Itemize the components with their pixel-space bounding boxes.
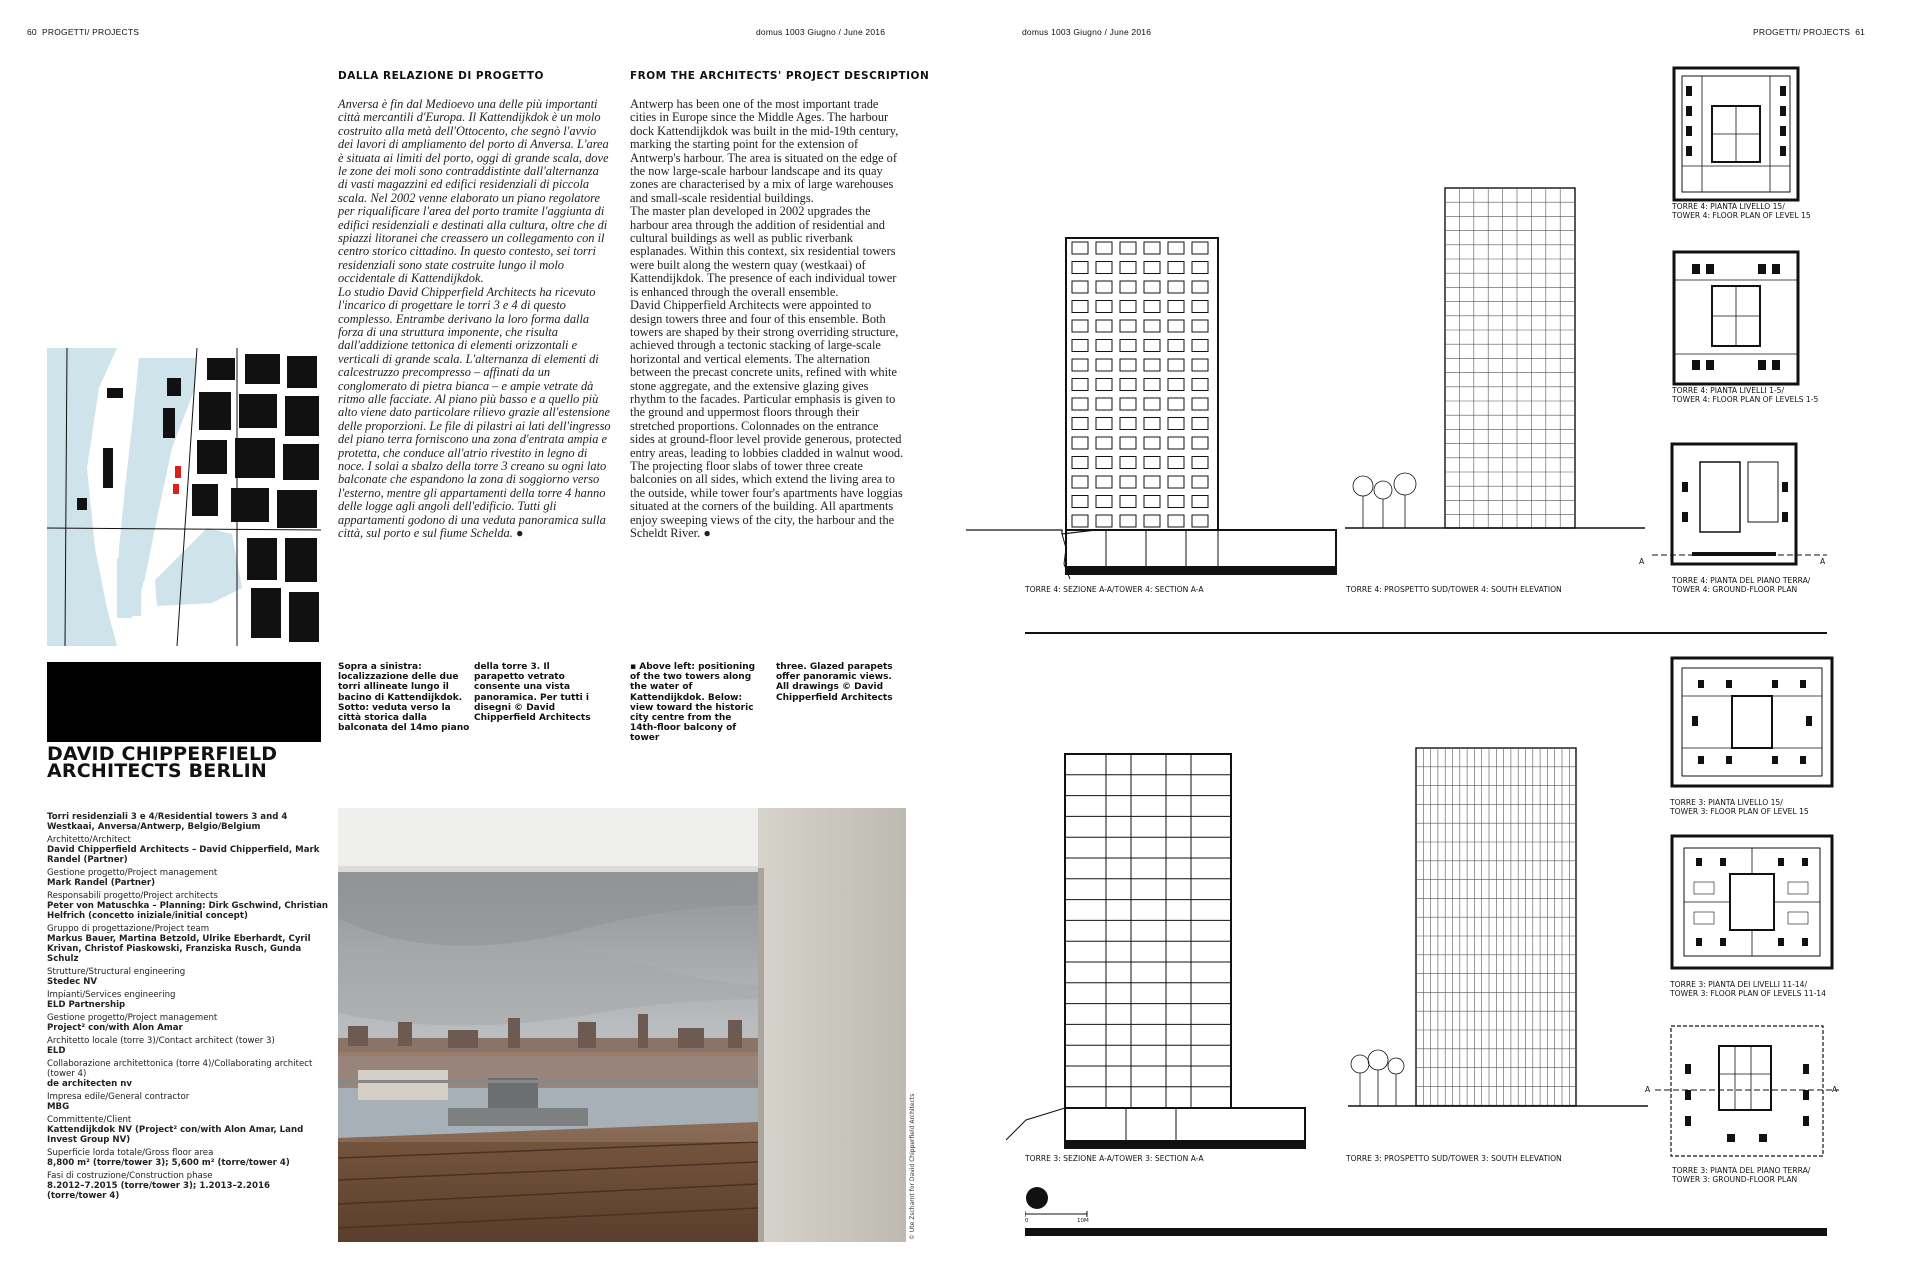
caption-italian-cont: della torre 3. Il parapetto vetrato consente una vista panoramica. Per tutti i disegni © David Chipperfield Architects	[474, 662, 591, 724]
italian-paragraph-2: Lo studio David Chipperfield Architects ha ricevuto l'incarico di progettare le torri 3 e 4 di questo complesso. Entrambe derivano la loro forma dalla forza di una struttura imponente, che risulta dall'addizione tettonica di elementi orizzontali e verticali di grande scala. L'alternanza di elementi di calcestruzzo precompresso – affinati da un conglomerato di pietra bianca – e ampie vetrate dà ritmo alle facciate. Al piano più basso e a quello più alto viene dato particolare rilievo grazie all'estensione delle proporzioni. Le file di pilastri ai lati dell'ingresso del piano terra forniscono una zona d'entrata ampia e protetta, che conduce all'atrio rivestito in legno di noce. I solai a sbalzo della torre 3 creano su ogni lato balconate che espandono la zona di soggiorno verso l'esterno, mentre gli appartamenti della torre 4 hanno delle logge agli angoli dell'edificio. Tutti gli appartamenti godono di una veduta panoramica sulla città, sul porto e sul fiume Schelda. ●	[338, 284, 611, 540]
credit-row: Impianti/Services engineering ELD Partnership	[47, 990, 176, 1010]
right-magazine-label: domus 1003 Giugno / June 2016	[1022, 27, 1152, 37]
end-mark: ●	[703, 526, 711, 540]
italian-heading: DALLA RELAZIONE DI PROGETTO	[338, 70, 544, 82]
credit-row: Impresa edile/General contractor MBG	[47, 1092, 190, 1112]
tower4-plan-level15	[1672, 66, 1800, 202]
italian-paragraph-1: Anversa è fin dal Medioevo una delle più importanti città mercantili d'Europa. Il Kattendijkdok è un molo costruito alla metà dell'Ottocento, che segnò l'avvio dei lavori di ampliamento del porto di Anversa. L'area è situata ai limiti del porto, oggi di grande scala, dove le zone dei moli sono contraddistinte dall'alternanza di vasti magazzini ed edifici residenziali di piccola scala. Nel 2002 venne elaborato un piano regolatore per riqualificare l'area del porto tramite l'aggiunta di edifici residenziali e destinati alla cultura, oltre che di spiazzi litoranei che creassero un collegamento con il centro storico cittadino. In questo contesto, sei torri residenziali sono state costruite lungo il molo occidentale di Kattendijkdok.	[338, 97, 609, 286]
right-folio	[1753, 27, 1865, 37]
tower3-section-drawing	[1006, 748, 1386, 1158]
scale-bar	[1025, 1186, 1827, 1240]
tower3-elevation-label: TORRE 3: PROSPETTO SUD/TOWER 3: SOUTH ELEVATION	[1346, 1154, 1562, 1163]
right-page-number: 61	[1855, 27, 1866, 37]
project-title: Torri residenziali 3 e 4/Residential towers 3 and 4 Westkaai, Anversa/Antwerp, Belgio/Belgium	[47, 812, 288, 832]
credit-row: Collaborazione architettonica (torre 4)/Collaborating architect (tower 4) de architecten nv	[47, 1059, 313, 1089]
end-mark: ●	[515, 526, 524, 540]
tower4-plan-levels1-5	[1672, 250, 1800, 386]
credit-row: Gestione progetto/Project management Mark Randel (Partner)	[47, 868, 218, 888]
english-heading: FROM THE ARCHITECTS' PROJECT DESCRIPTION	[630, 70, 930, 82]
scale-ten: 10M	[1077, 1218, 1089, 1224]
credit-row: Strutture/Structural engineering Stedec NV	[47, 967, 186, 987]
credit-row: Responsabili progetto/Project architects Peter von Matuschka – Planning: Dirk Gschwind, Christian Helfrich (concetto iniziale/initial concept)	[47, 891, 329, 921]
tower4-section-label: TORRE 4: SEZIONE A-A/TOWER 4: SECTION A-A	[1025, 585, 1204, 594]
site-map	[47, 348, 321, 646]
tower4-elevation-drawing	[1345, 186, 1645, 532]
cut-marker-a-right: A	[1820, 557, 1826, 566]
caption-english-cont: three. Glazed parapets offer panoramic views. All drawings © David Chipperfield Architects	[776, 662, 893, 703]
credits-list	[47, 812, 329, 1204]
left-section-label: PROGETTI/ PROJECTS	[41, 27, 140, 37]
black-title-bar	[47, 662, 321, 742]
caption-english: ▪ Above left: positioning of the two towers along the water of Kattendijkdok. Below: view toward the historic city centre from the 14th-floor balcony of tower	[630, 662, 756, 744]
tower4-elevation-label: TORRE 4: PROSPETTO SUD/TOWER 4: SOUTH ELEVATION	[1346, 585, 1562, 594]
caption-italian: Sopra a sinistra: localizzazione delle due torri allineate lungo il bacino di Kattendijkdok. Sotto: veduta verso la città storica dalla balconata del 14mo piano	[338, 662, 470, 734]
italian-body	[338, 98, 611, 540]
credit-row: Fasi di costruzione/Construction phase 8.2012–7.2015 (torre/tower 3); 1.2013–2.2016 (torre/tower 4)	[47, 1171, 270, 1201]
cut-marker-a-right-t3: A	[1832, 1085, 1838, 1094]
tower3-section-label: TORRE 3: SEZIONE A-A/TOWER 3: SECTION A-A	[1025, 1154, 1204, 1163]
scale-zero: 0	[1025, 1218, 1029, 1224]
photo-credit: © Ute Zscharnt for David Chipperfield Architects	[909, 1093, 916, 1240]
tower3-ground-label: TORRE 3: PIANTA DEL PIANO TERRA/ TOWER 3: GROUND-FLOOR PLAN	[1672, 1166, 1811, 1184]
english-paragraph-3: David Chipperfield Architects were appointed to design towers three and four of this ensemble. Both towers are shaped by their strong overriding structure, achieved through a tectonic stacking of large-scale horizontal and vertical elements. The alternation between the precast concrete units, refined with white stone aggregate, and the extensive glazing gives rhythm to the facades. Particular emphasis is given to the ground and uppermost floors through their stretched proportions. Colonnades on the entrance sides at ground-floor level provide generous, protected entry areas, leading to lobbies cladded in walnut wood. The projecting floor slabs of tower three create balconies on all sides, which extend the living area to the outside, while tower four's apartments have loggias situated at the corners of the building. All apartments enjoy sweeping views of the city, the harbour and the Scheldt River. ●	[630, 298, 904, 540]
english-paragraph-1: Antwerp has been one of the most important trade cities in Europe since the Middle Ages. The harbour dock Kattendijkdok was built in the mid-19th century, marking the starting point for the extension of Antwerp's harbour. The area is situated on the edge of the now large-scale harbour landscape and its quay zones are characterised by a mix of large warehouses and small-scale residential buildings.	[630, 97, 899, 205]
cut-marker-a-left-t3: A	[1645, 1085, 1651, 1094]
cut-marker-a-left: A	[1639, 557, 1645, 566]
credit-row: Architetto locale (torre 3)/Contact architect (tower 3) ELD	[47, 1036, 275, 1056]
tower4-ground-plan	[1652, 442, 1827, 572]
credit-row: Superficie lorda totale/Gross floor area 8,800 m² (torre/tower 3); 5,600 m² (torre/tower 4)	[47, 1148, 290, 1168]
left-page-number: 60	[27, 27, 37, 37]
tower3-elevation-drawing	[1348, 744, 1651, 1112]
horizontal-divider	[1025, 632, 1827, 634]
tower3-plan11-14-label: TORRE 3: PIANTA DEI LIVELLI 11-14/ TOWER 3: FLOOR PLAN OF LEVELS 11-14	[1670, 980, 1826, 998]
english-body	[630, 98, 906, 540]
credit-row: Committente/Client Kattendijkdok NV (Project² con/with Alon Amar, Land Invest Group NV)	[47, 1115, 304, 1145]
tower4-plan15-label: TORRE 4: PIANTA LIVELLO 15/ TOWER 4: FLOOR PLAN OF LEVEL 15	[1672, 202, 1811, 220]
credit-row: Gruppo di progettazione/Project team Markus Bauer, Martina Betzold, Ulrike Eberhardt, Cyril Krivan, Christof Piaskowski, Franziska Rusch, Gunda Schulz	[47, 924, 311, 964]
tower4-ground-label: TORRE 4: PIANTA DEL PIANO TERRA/ TOWER 4: GROUND-FLOOR PLAN	[1672, 576, 1811, 594]
balcony-photo	[338, 808, 906, 1242]
tower3-ground-plan	[1655, 1024, 1839, 1158]
tower4-section-drawing	[966, 214, 1342, 584]
tower3-plan-level15	[1670, 656, 1834, 788]
left-magazine-label: domus 1003 Giugno / June 2016	[756, 27, 886, 37]
tower3-plan-levels11-14	[1670, 834, 1834, 970]
tower4-plan1-5-label: TORRE 4: PIANTA LIVELLI 1-5/ TOWER 4: FLOOR PLAN OF LEVELS 1-5	[1672, 386, 1819, 404]
left-folio	[27, 27, 139, 37]
credit-row: Architetto/Architect David Chipperfield Architects – David Chipperfield, Mark Randel (Partner)	[47, 835, 320, 865]
tower3-plan15-label: TORRE 3: PIANTA LIVELLO 15/ TOWER 3: FLOOR PLAN OF LEVEL 15	[1670, 798, 1809, 816]
english-paragraph-2: The master plan developed in 2002 upgrades the harbour area through the addition of residential and cultural buildings as well as public riverbank esplanades. Within this context, six residential towers were built along the western quay (westkaai) of Kattendijkdok. The presence of each individual tower is enhanced through the overall ensemble.	[630, 204, 897, 299]
firm-name: DAVID CHIPPERFIELD ARCHITECTS BERLIN	[47, 743, 278, 782]
right-section-label: PROGETTI/ PROJECTS	[1753, 27, 1851, 37]
credit-row: Gestione progetto/Project management Project² con/with Alon Amar	[47, 1013, 218, 1033]
